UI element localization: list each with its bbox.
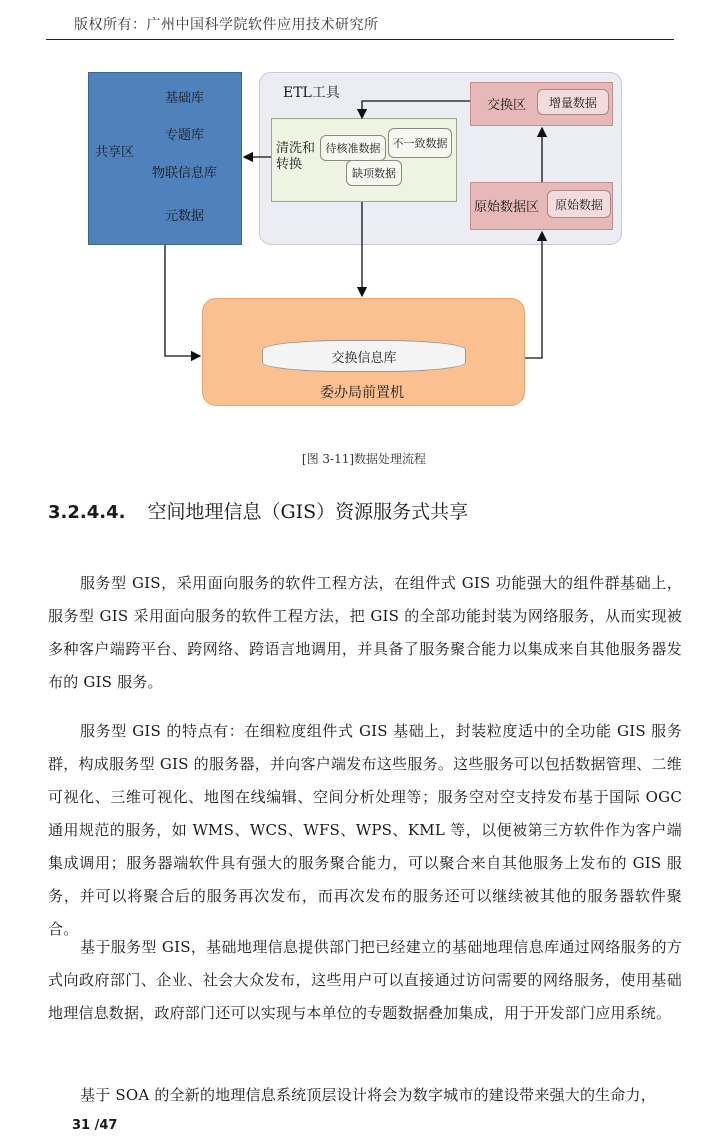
front-machine-label: 委办局前置机 [320, 385, 404, 401]
section-number: 3.2.4.4. [48, 502, 126, 523]
paragraph-3: 基于服务型 GIS，基础地理信息提供部门把已经建立的基础地理信息库通过网络服务的方式向政府部门、企业、社会大众发布，这些用户可以直接通过访问需要的网络服务，使用基础地理信息数据，政府部门还可以实现与本单位的专题数据叠加集成，用于开发部门应用系统。 [48, 938, 682, 1022]
missing-data-scroll: 缺项数据 [346, 160, 402, 186]
etl-title: ETL工具 [283, 85, 340, 101]
exchange-db-cylinder: 交换信息库 [262, 340, 466, 372]
raw-data-scroll: 原始数据 [547, 190, 611, 218]
shared-item-topic: 专题库 [165, 128, 205, 143]
shared-item-basic: 基础库 [165, 91, 205, 106]
arrow-front-to-raw [525, 232, 542, 358]
paragraph-2: 服务型 GIS 的特点有：在细粒度组件式 GIS 基础上，封装粒度适中的全功能 GIS 服务群，构成服务型 GIS 的服务器，并向客户端发布这些服务。这些服务可以包括数据管理、二维可视化、三维可视化、地图在线编辑、空间分析处理等；服务空对空支持发布基于国际 OGC 通用规范的服务，如 WMS、WCS、WFS、WPS、KML 等，以便被第三方软件作为客户端集成调用；服务器端软件具有强大的服务聚合能力，可以聚合来自其他服务上发布的 GIS 服务，并可以将聚合后的服务再次发布，而再次发布的服务还可以继续被其他的服务器软件聚合。 [48, 722, 682, 938]
paragraph-1: 服务型 GIS，采用面向服务的软件工程方法，在组件式 GIS 功能强大的组件群基础上，服务型 GIS 采用面向服务的软件工程方法，把 GIS 的全部功能封装为网络服务，从而实现被多种客户端跨平台、跨网络、跨语言地调用，并具备了服务聚合能力以集成来自其他服务器发布的 GIS 服务。 [48, 574, 682, 691]
arrow-exchange-to-clean [362, 101, 470, 118]
exchange-zone-label: 交换区 [487, 98, 527, 113]
figure-caption: [图 3-11]数据处理流程 [301, 452, 427, 466]
shared-item-iot: 物联信息库 [152, 166, 218, 181]
section-heading [48, 497, 468, 524]
clean-transform-label: 清洗和转换 [276, 141, 316, 172]
raw-zone-label: 原始数据区 [474, 200, 540, 215]
paragraph-4: 基于 SOA 的全新的地理信息系统顶层设计将会为数字城市的建设带来强大的生命力， [80, 1086, 656, 1104]
page-header: 版权所有：广州中国科学院软件应用技术研究所 [74, 17, 379, 33]
inconsistent-data-scroll: 不一致数据 [388, 128, 452, 158]
arrow-shared-to-front [165, 245, 200, 356]
incremental-data-scroll: 增量数据 [537, 89, 609, 115]
shared-item-meta: 元数据 [165, 209, 205, 224]
data-processing-diagram [0, 0, 728, 440]
shared-zone-title: 共享区 [95, 145, 135, 160]
section-title: 空间地理信息（GIS）资源服务式共享 [147, 501, 469, 523]
page-number: 31 /47 [72, 1118, 118, 1133]
flow-arrows [0, 0, 728, 440]
pending-data-scroll: 待核准数据 [320, 135, 386, 161]
